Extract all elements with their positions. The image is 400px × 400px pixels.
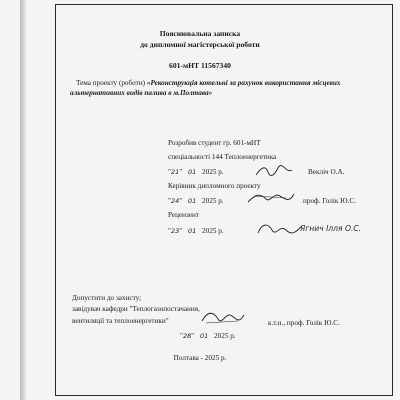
student-name: Векліч О.А. [308,168,345,176]
supervisor-year: 2025 р. [202,197,224,205]
specialty-label: спеціальності 144 Теплоенергетика [168,153,277,161]
admission-month: 01 [199,332,209,340]
reviewer-day: 23 [170,227,180,235]
supervisor-date: "24" 01 2025 р. [168,197,224,205]
reviewer-year: 2025 р. [202,227,224,235]
supervisor-signature-icon [246,190,296,206]
developed-by-label: Розробив студент гр. 601-мНТ [168,139,261,147]
reviewer-date: "23" 01 2025 р. [168,227,224,235]
reviewer-handwritten-name: Ягнич Ілля О.С. [300,224,362,233]
doc-title-line2: до дипломної магістерської роботи [140,40,260,49]
doc-title-line1: Пояснювальна записка [159,29,241,38]
admission-line1: Допустити до захисту; [72,294,142,302]
doc-code: 601-мНТ 11567340 [169,61,231,70]
theme-prefix: Тема проекту (роботи) [76,79,146,87]
admission-day: 28 [182,332,192,340]
binding-shadow [20,0,26,400]
admission-date: "28" 01 2025 р. [180,332,236,340]
footer-city-year: Полтава - 2025 р. [173,354,227,362]
supervisor-month: 01 [187,197,197,205]
student-signature-icon [254,164,294,178]
supervisor-label: Керівник дипломного проекту [168,182,261,190]
reviewer-signature-icon [256,220,304,236]
admission-year: 2025 р. [214,332,236,340]
head-title-name: к.т.н., проф. Голік Ю.С. [268,319,340,327]
student-date: "21" 01 2025 р. [168,168,224,176]
reviewer-label: Рецензент [168,211,199,219]
theme-title: «Реконструкція котельні за рахунок використання місцевих альтернативних видів палива в м.Полтава» [70,79,341,97]
supervisor-name: проф. Голік Ю.С. [303,197,356,205]
admission-line3: вентиляції та теплоенергетики" [72,317,169,325]
student-year: 2025 р. [202,168,224,176]
student-month: 01 [187,168,197,176]
student-day: 21 [170,168,180,176]
reviewer-month: 01 [187,227,197,235]
head-signature-icon [200,308,246,326]
admission-line2: завідувач кафедри "Теплогазопостачання, [72,305,200,313]
supervisor-day: 24 [170,197,180,205]
project-theme [70,78,388,98]
